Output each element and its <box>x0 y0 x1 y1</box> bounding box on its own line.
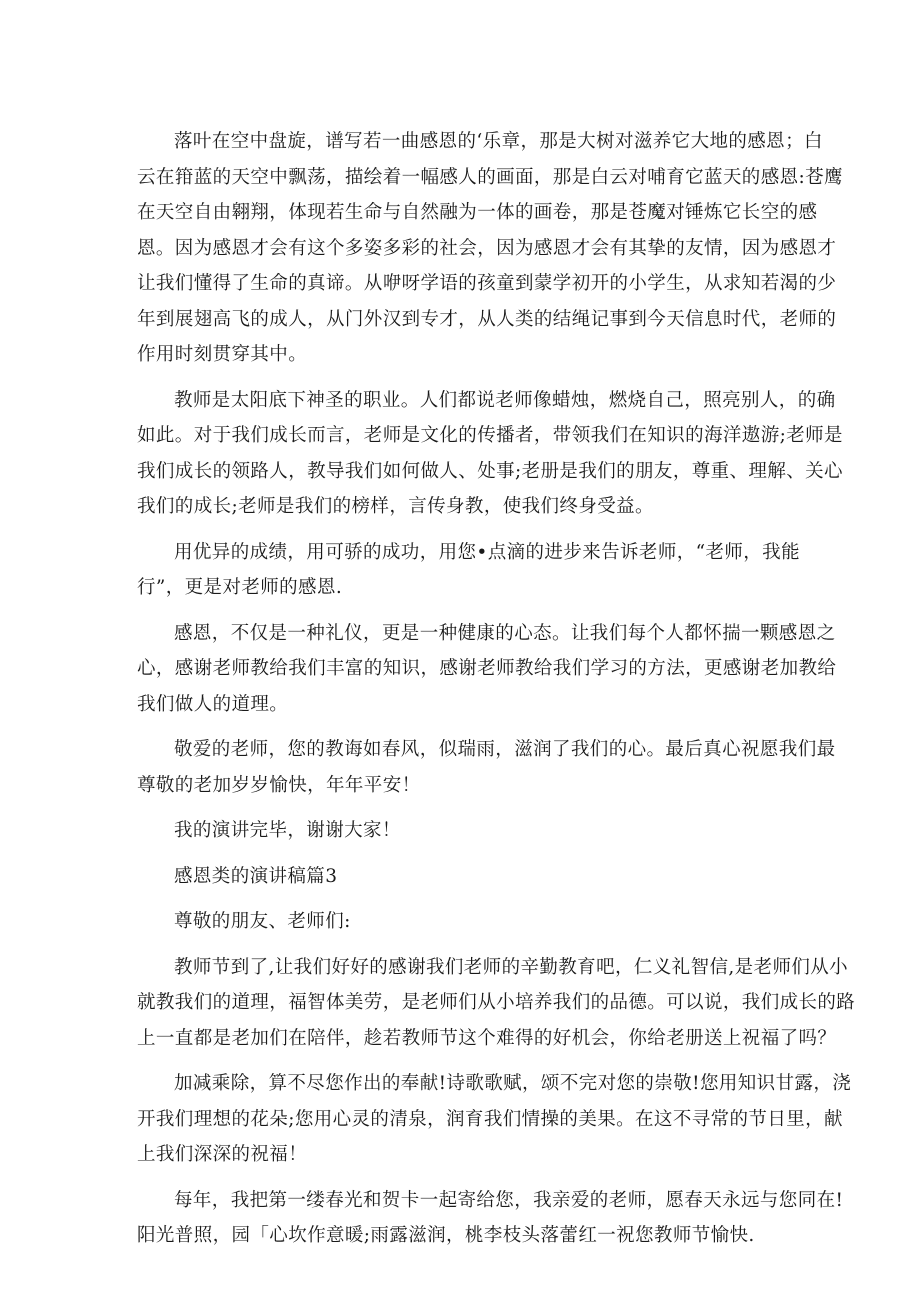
text-line: 上一直都是老加们在陪伴，趁若教师节这个难得的好机会，你给老册送上祝福了吗？ <box>137 1027 837 1049</box>
paragraph-5 <box>137 732 836 803</box>
section-title <box>137 859 787 895</box>
section-title-text: 感恩类的演讲稿篇3 <box>174 865 338 887</box>
text-line: 上我们深深的祝福！ <box>137 1144 308 1165</box>
paragraph-3 <box>137 535 800 606</box>
paragraph-4 <box>137 616 837 723</box>
text-line: 每年，我把第一缕春光和贺卡一起寄给您，我亲爱的老师，愿春天永远与您同在! <box>174 1189 844 1211</box>
paragraph-2 <box>137 383 843 525</box>
text-line: 开我们理想的花朵;您用心灵的清泉，润育我们情操的美果。在这不寻常的节日里，献 <box>137 1108 843 1130</box>
text-line: 年到展翅高飞的成人，从门外汉到专才，从人类的结绳记事到今天信息时代，老师的 <box>137 308 837 330</box>
text-line: 教师是太阳底下神圣的职业。人们都说老师像蜡烛，燃烧自己，照亮别人，的确 <box>174 389 836 411</box>
text-line: 云在箝蓝的天空中飘荡，描绘着一幅感人的画面，那是白云对哺育它蓝天的感恩:苍鹰 <box>137 166 843 188</box>
paragraph-6 <box>137 950 856 1057</box>
text-line: 教师节到了,让我们好好的感谢我们老师的辛勤教育吧，仁义礼智信,是老师们从小 <box>174 956 849 978</box>
text-line: 我的演讲完毕，谢谢大家！ <box>174 820 401 841</box>
paragraph-8 <box>137 1183 844 1254</box>
document-body <box>137 124 856 1264</box>
text-line: 在天空自由翱翔，体现若生命与自然融为一体的画卷，那是苍魔对锤炼它长空的感 <box>137 202 818 223</box>
text-line: 加减乘除，算不尽您作出的奉献!诗歌歌赋，颂不完对您的崇敬!您用知识甘露，浇 <box>174 1073 852 1094</box>
text-line: 我们做人的道理。 <box>137 693 289 715</box>
text-line: 就教我们的道理，福智体美劳，是老师们从小培养我们的品德。可以说，我们成长的路 <box>137 992 856 1013</box>
text-line: 心，感谢老师教给我们丰富的知识，感谢老师教给我们学习的方法，更感谢老加教给 <box>137 658 837 679</box>
text-line: 敬爱的老师，您的教诲如春风，似瑞雨，滋润了我们的心。最后真心祝愿我们最 <box>174 739 836 760</box>
paragraph-7 <box>137 1066 852 1173</box>
text-line: 感恩，不仅是一种礼仪，更是一种健康的心态。让我们每个人都怀揣一颗感恩之 <box>174 622 836 644</box>
text-line: 作用时刻贯穿其中。 <box>137 344 308 365</box>
text-line: 尊敬的朋友、老师们: <box>174 911 351 932</box>
text-line: 阳光普照，园「心坎作意暖;雨露滋润，桃李枝头落蕾红一祝您教师节愉快. <box>137 1225 755 1246</box>
salutation <box>137 904 787 940</box>
text-line: 落叶在空中盘旋，谱写若一曲感恩的‘乐章，那是大树对滋养它大地的感恩；白 <box>174 131 823 152</box>
text-line: 我们的成长;老师是我们的榜样，言传身教，使我们终身受益。 <box>137 496 654 517</box>
text-line: 让我们懂得了生命的真谛。从咿呀学语的孩童到蒙学初开的小学生，从求知若渴的少 <box>137 273 837 294</box>
text-line: 用优异的成绩，用可骄的成功，用您•点滴的进步来告诉老师，“老师，我能 <box>174 541 800 563</box>
text-line: 尊敬的老加岁岁愉快，年年平安！ <box>137 774 421 796</box>
paragraph-1 <box>137 124 843 373</box>
text-line: 如此。对于我们成长而言，老师是文化的传播者，带领我们在知识的海洋遨游;老师是 <box>137 425 843 446</box>
text-line: 行”，更是对老师的感恩. <box>137 577 343 598</box>
text-line: 恩。因为感恩才会有这个多姿多彩的社会，因为感恩才会有其挚的友情，因为感恩才 <box>137 237 837 259</box>
paragraph-closing <box>137 813 787 849</box>
text-line: 我们成长的领路人，教导我们如何做人、处事;老册是我们的朋友，尊重、理解、关心 <box>137 460 843 482</box>
